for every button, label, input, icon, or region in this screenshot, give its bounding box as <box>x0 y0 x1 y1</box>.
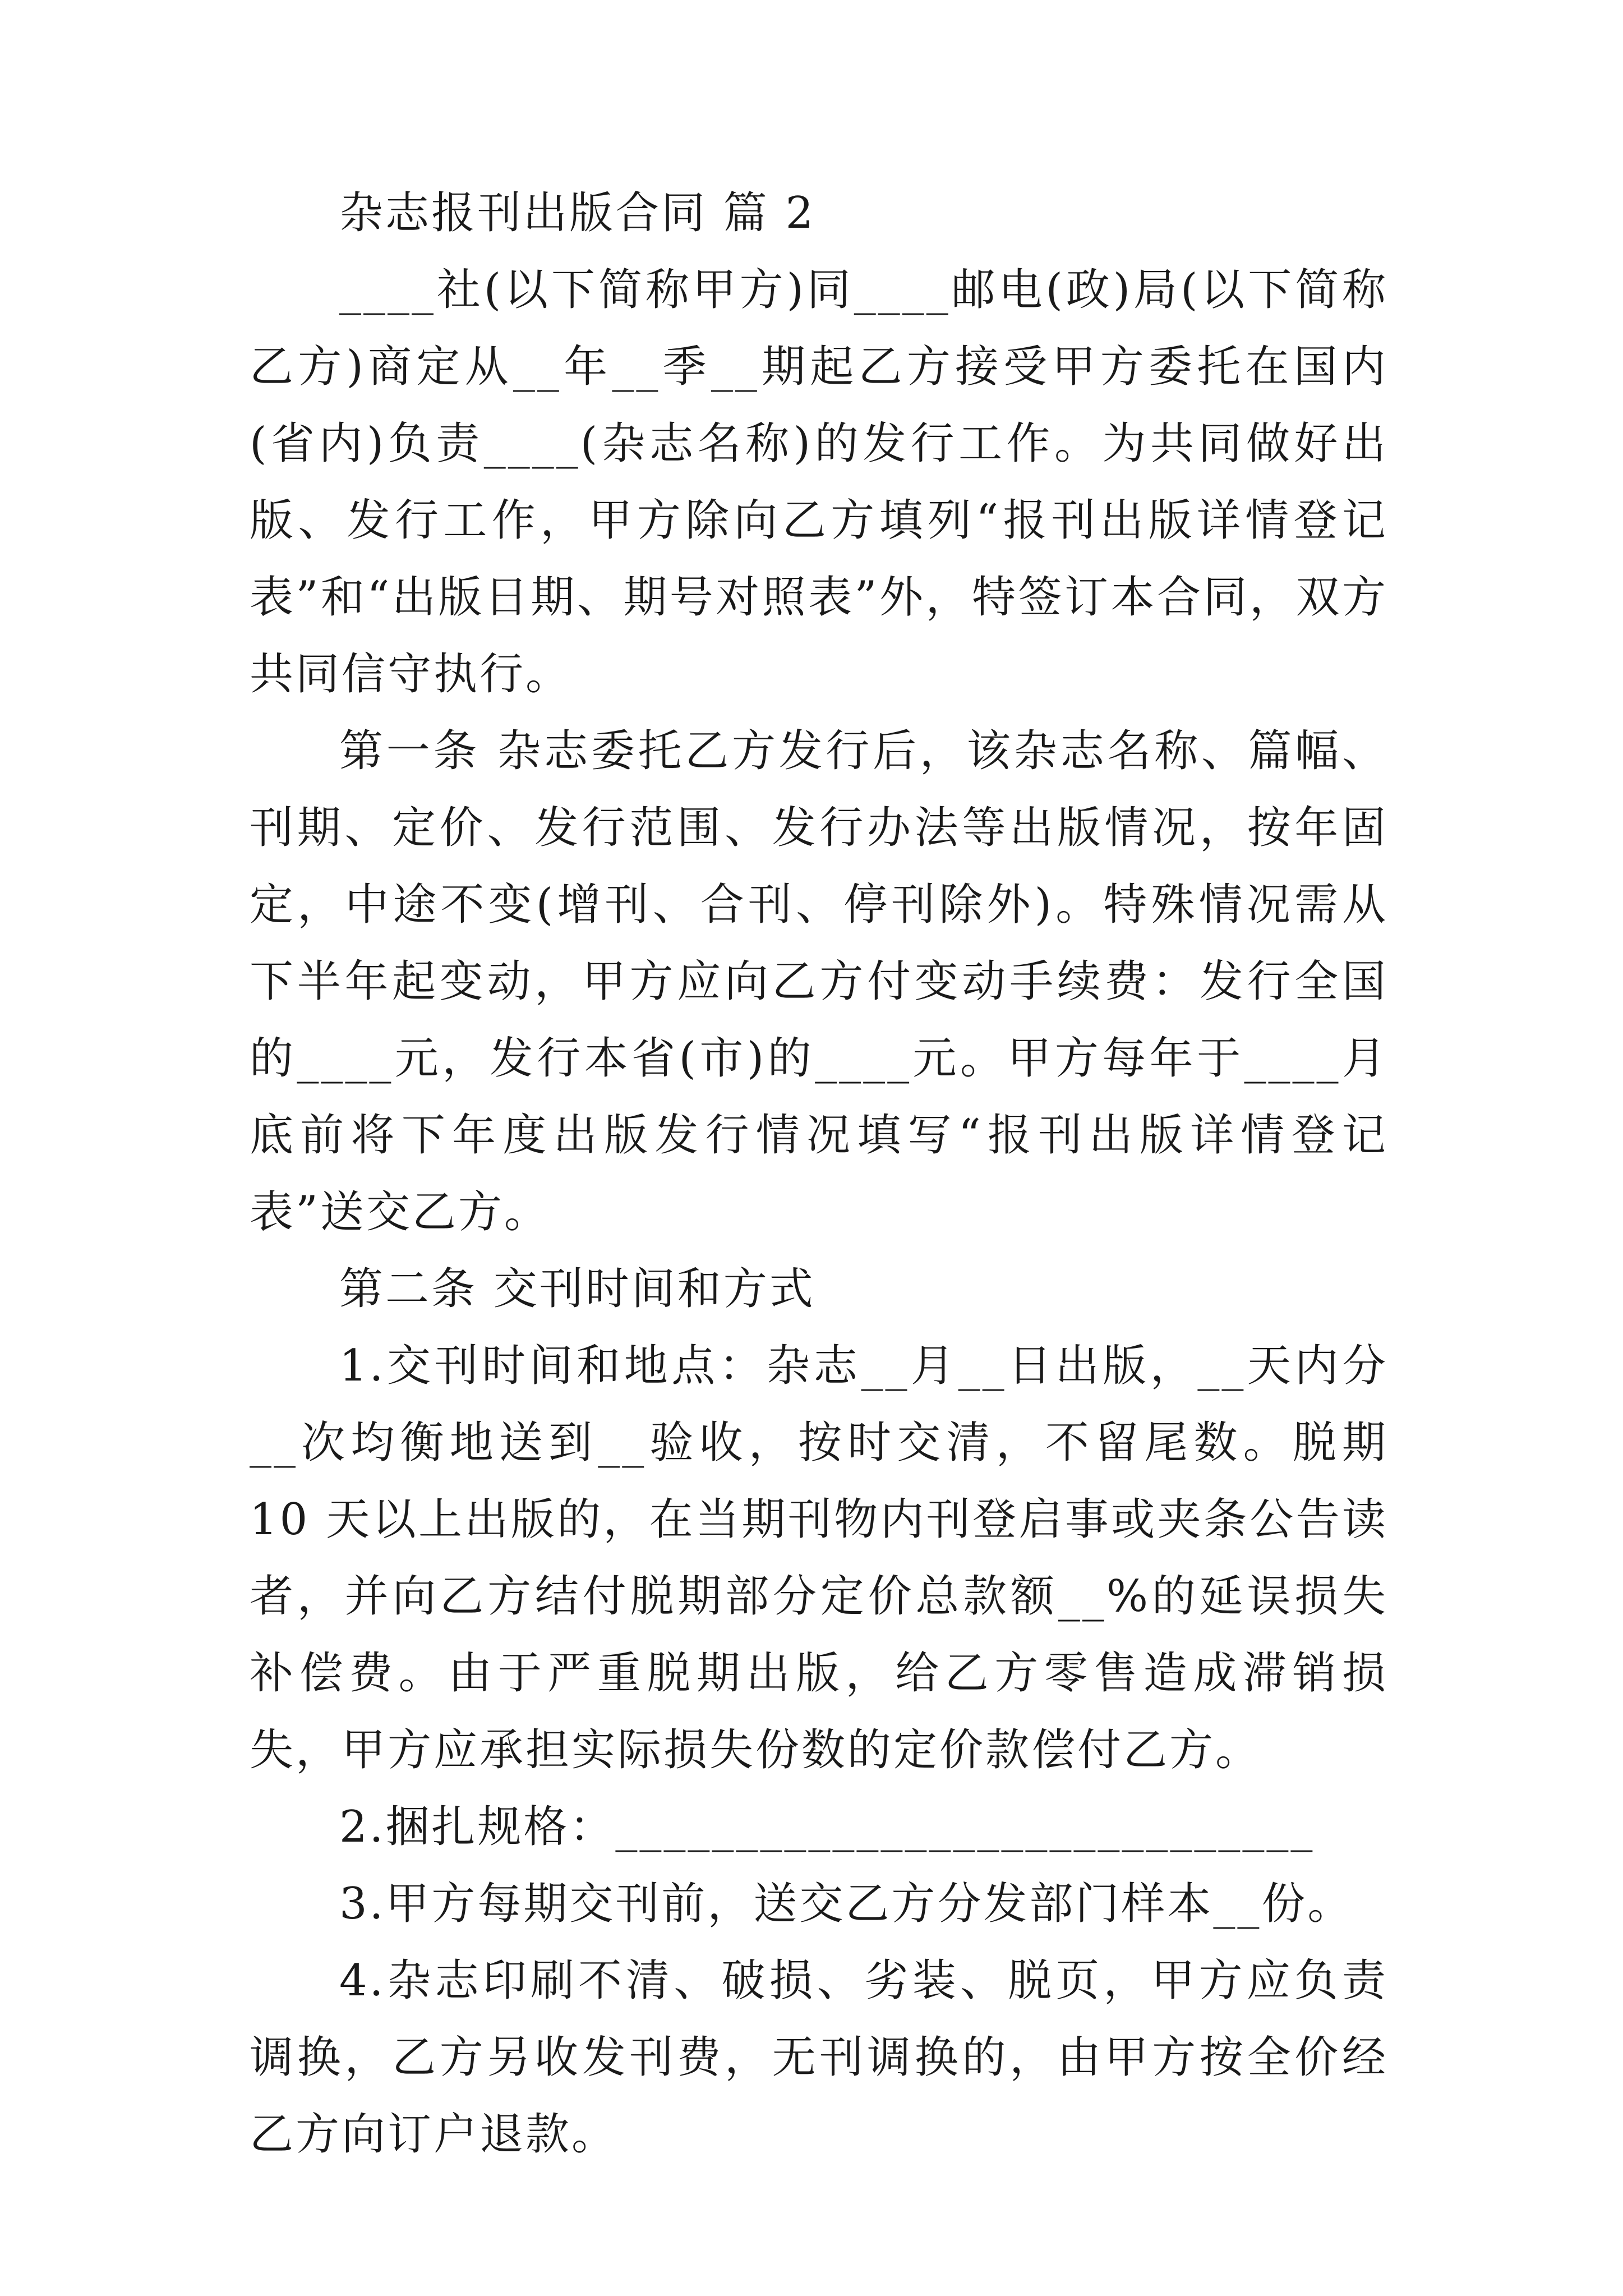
paragraph-clause-2: 2.捆扎规格：_____________________________ <box>339 1802 1315 1852</box>
paragraph-article-2-heading: 第二条 交刊时间和方式 <box>339 1264 815 1314</box>
document-title: 杂志报刊出版合同 篇 2 <box>339 188 816 238</box>
paragraph-article-1: 第一条 杂志委托乙方发行后，该杂志名称、篇幅、刊期、定价、发行范围、发行办法等出版情况，按年固定，中途不变(增刊、合刊、停刊除外)。特殊情况需从下半年起变动，甲方应向乙方付变动手续费：发行全国的____元，发行本省(市)的____元。甲方每年于____月底前将下年度出版发行情况填写“报刊出版详情登记表”送交乙方。 <box>250 726 1388 1237</box>
paragraph-clause-3: 3.甲方每期交刊前，送交乙方分发部门样本__份。 <box>339 1879 1354 1929</box>
paragraph-intro: ____社(以下简称甲方)同____邮电(政)局(以下简称乙方)商定从__年__季__期起乙方接受甲方委托在国内(省内)负责____(杂志名称)的发行工作。为共同做好出版、发行工作，甲方除向乙方填列“报刊出版详情登记表”和“出版日期、期号对照表”外，特签订本合同，双方共同信守执行。 <box>250 265 1388 700</box>
document-body <box>250 175 1388 2173</box>
paragraph-clause-4: 4.杂志印刷不清、破损、劣装、脱页，甲方应负责调换，乙方另收发刊费，无刊调换的，由甲方按全价经乙方向订户退款。 <box>250 1955 1388 2160</box>
paragraph-clause-1: 1.交刊时间和地点：杂志__月__日出版，__天内分__次均衡地送到__验收，按时交清，不留尾数。脱期 10 天以上出版的，在当期刊物内刊登启事或夹条公告读者，并向乙方结付脱期部分定价总款额__%的延误损失补偿费。由于严重脱期出版，给乙方零售造成滞销损失，甲方应承担实际损失份数的定价款偿付乙方。 <box>250 1341 1388 1775</box>
